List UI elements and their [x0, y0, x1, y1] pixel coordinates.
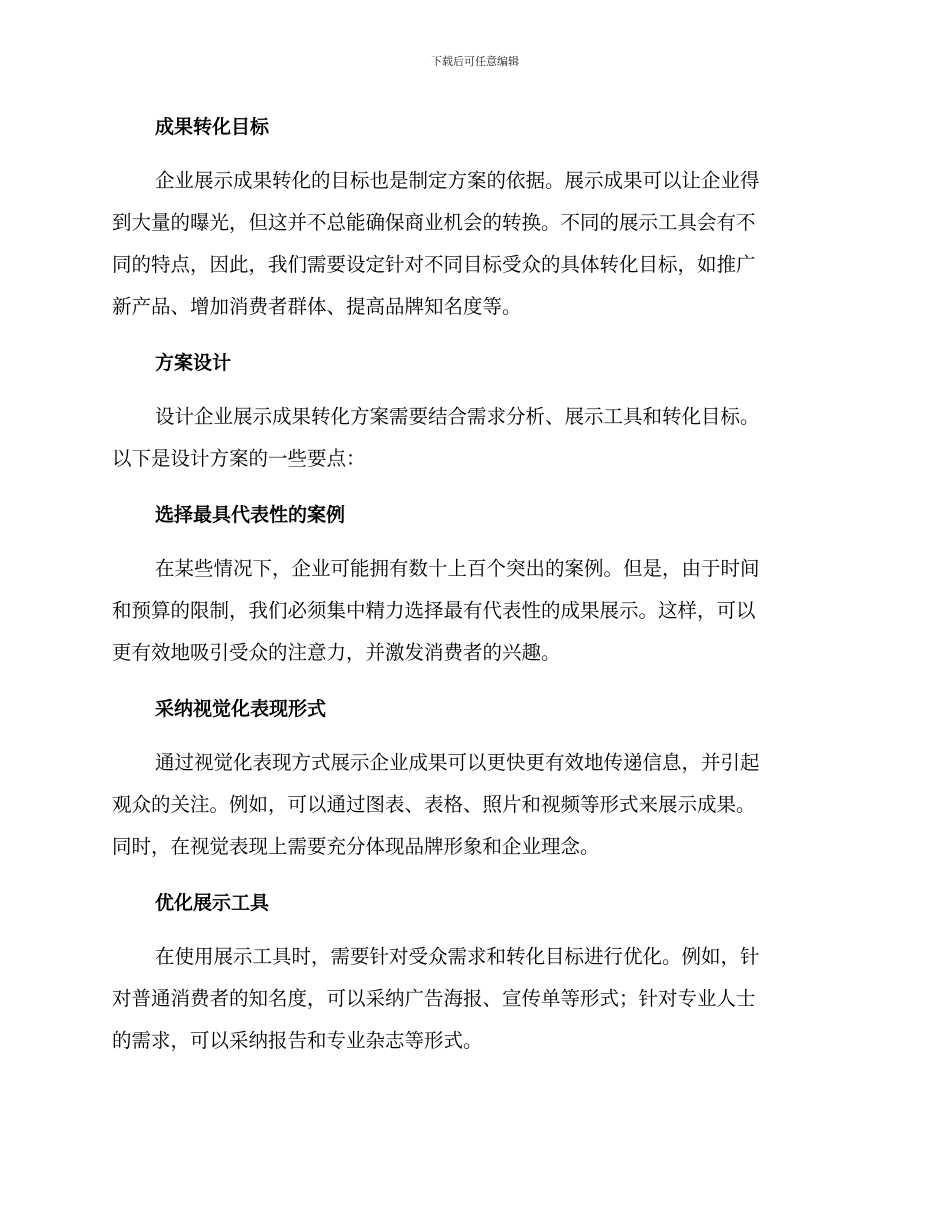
paragraph-line: 到大量的曝光，但这并不总能确保商业机会的转换。不同的展示工具会有不	[112, 211, 756, 234]
section-paragraph	[112, 936, 832, 1062]
paragraph-line: 以下是设计方案的一些要点：	[112, 447, 366, 470]
paragraph-line: 通过视觉化表现方式展示企业成果可以更快更有效地传递信息，并引起	[155, 751, 760, 774]
paragraph-line: 和预算的限制，我们必须集中精力选择最有代表性的成果展示。这样，可以	[112, 599, 756, 622]
page-header-watermark: 下载后可任意编辑	[431, 55, 519, 68]
paragraph-line: 的需求，可以采纳报告和专业杂志等形式。	[112, 1029, 483, 1052]
section-plan-design	[112, 342, 832, 480]
section-heading: 选择最具代表性的案例	[155, 504, 346, 526]
section-heading: 优化展示工具	[155, 892, 270, 914]
paragraph-line: 在使用展示工具时，需要针对受众需求和转化目标进行优化。例如，针	[155, 945, 760, 968]
paragraph-line: 在某些情况下，企业可能拥有数十上百个突出的案例。但是，由于时间	[155, 557, 760, 580]
section-paragraph	[112, 548, 832, 674]
section-heading: 方案设计	[155, 352, 232, 374]
section-representative-cases	[112, 494, 832, 674]
section-heading: 采纳视觉化表现形式	[155, 698, 327, 720]
section-paragraph	[112, 742, 832, 868]
paragraph-line: 更有效地吸引受众的注意力，并激发消费者的兴趣。	[112, 641, 561, 664]
section-paragraph	[112, 396, 832, 480]
paragraph-line: 同时，在视觉表现上需要充分体现品牌形象和企业理念。	[112, 835, 600, 858]
section-optimize-tools	[112, 882, 832, 1062]
section-visual-presentation	[112, 688, 832, 868]
paragraph-line: 新产品、增加消费者群体、提高品牌知名度等。	[112, 295, 522, 318]
document-body	[112, 106, 832, 1076]
section-paragraph	[112, 160, 832, 328]
section-conversion-goals	[112, 106, 832, 328]
paragraph-line: 观众的关注。例如，可以通过图表、表格、照片和视频等形式来展示成果。	[112, 793, 756, 816]
paragraph-line: 设计企业展示成果转化方案需要结合需求分析、展示工具和转化目标。	[155, 405, 760, 428]
section-heading: 成果转化目标	[155, 116, 270, 138]
paragraph-line: 对普通消费者的知名度，可以采纳广告海报、宣传单等形式；针对专业人士	[112, 987, 756, 1010]
paragraph-line: 企业展示成果转化的目标也是制定方案的依据。展示成果可以让企业得	[155, 169, 760, 192]
paragraph-line: 同的特点，因此，我们需要设定针对不同目标受众的具体转化目标，如推广	[112, 253, 756, 276]
